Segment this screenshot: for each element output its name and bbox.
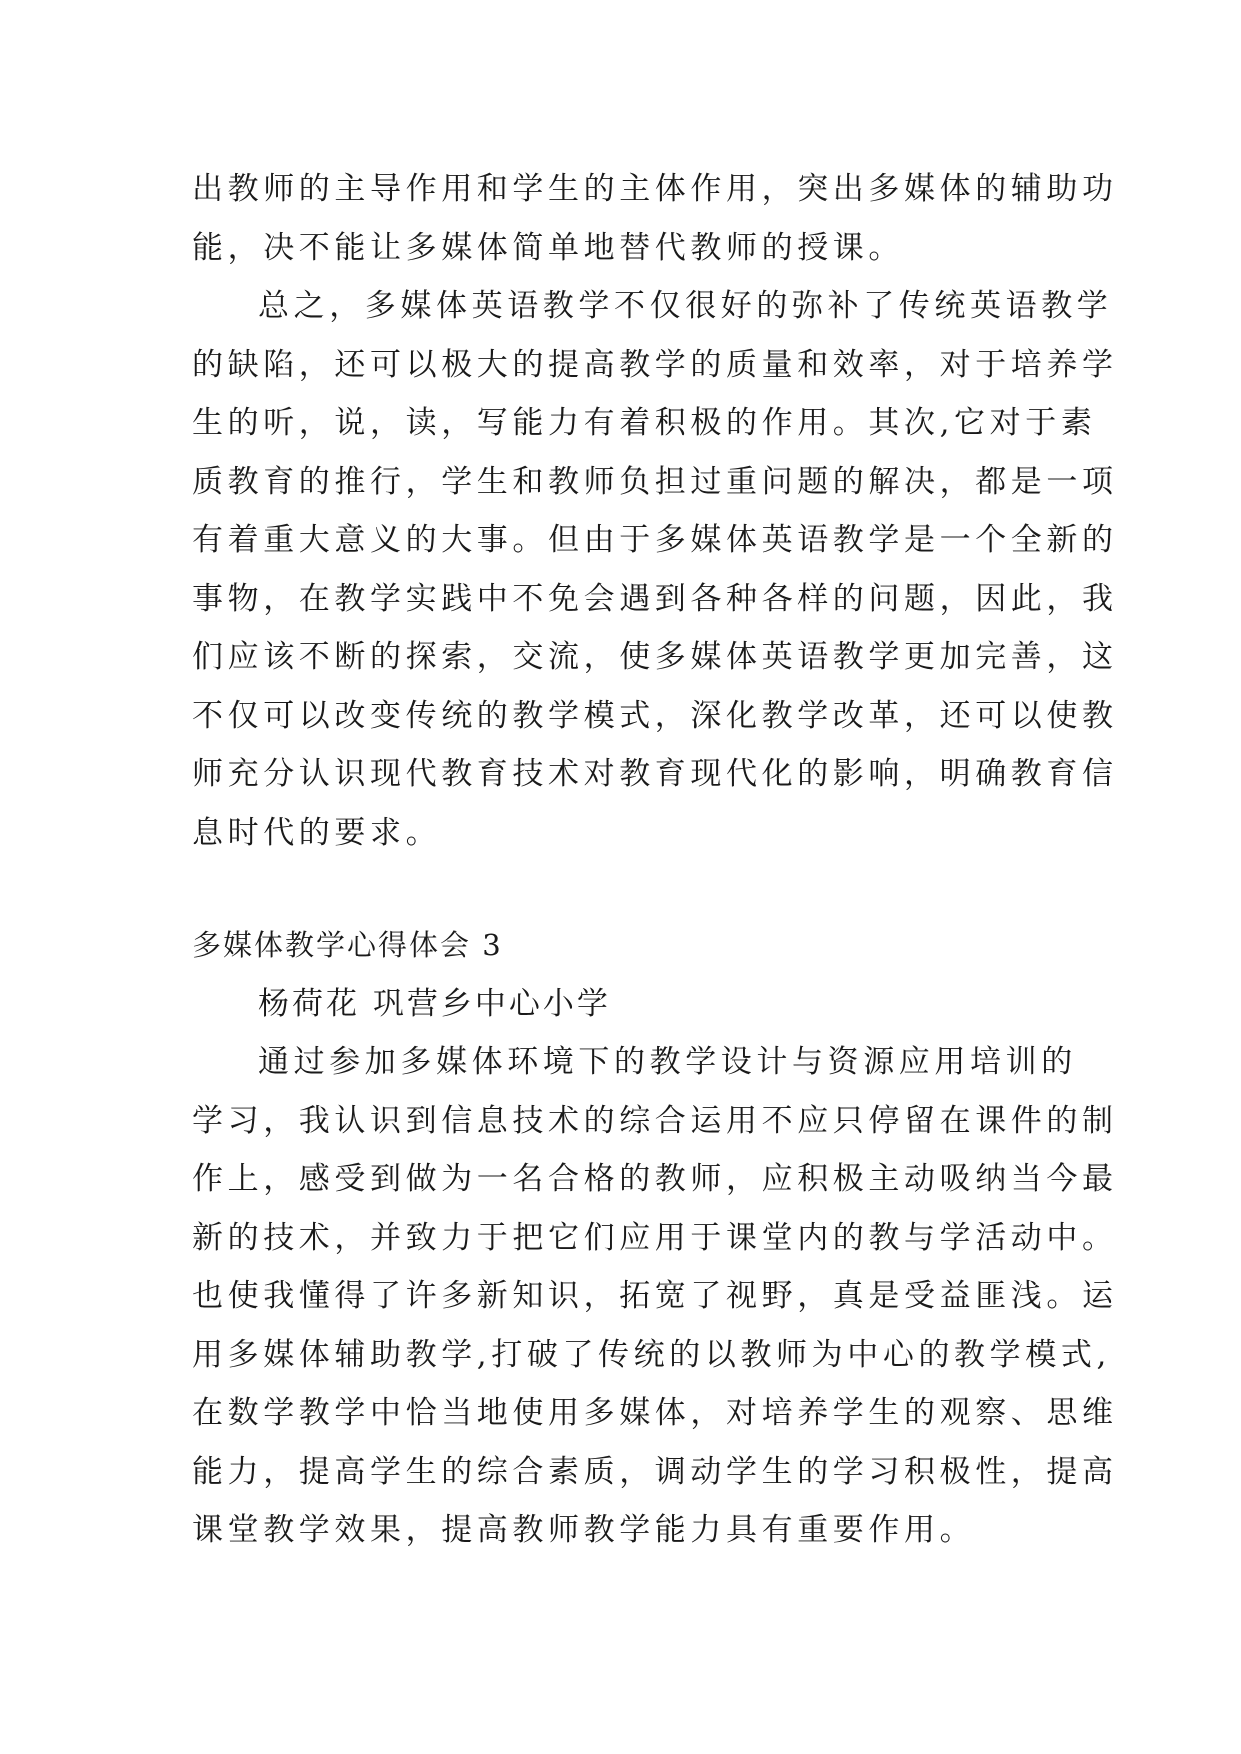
paragraph-line: 用多媒体辅助教学,打破了传统的以教师为中心的教学模式, — [192, 1336, 1111, 1373]
paragraph-line: 新的技术，并致力于把它们应用于课堂内的教与学活动中。 — [192, 1219, 1118, 1256]
paragraph-1 — [192, 160, 1118, 277]
paragraph-line: 总之，多媒体英语教学不仅很好的弥补了传统英语教学 — [258, 288, 1113, 324]
paragraph-line: 能力，提高学生的综合素质，调动学生的学习积极性，提高 — [192, 1453, 1118, 1490]
paragraph-line: 事物，在教学实践中不免会遇到各种各样的问题，因此，我 — [192, 580, 1118, 617]
paragraph-2 — [192, 277, 1118, 862]
section-spacer — [192, 862, 1052, 916]
author-byline: 杨荷花 巩营乡中心小学 — [258, 985, 611, 1022]
paragraph-line: 出教师的主导作用和学生的主体作用，突出多媒体的辅助功 — [192, 171, 1118, 207]
paragraph-line: 作上，感受到做为一名合格的教师，应积极主动吸纳当今最 — [192, 1161, 1118, 1197]
document-page — [192, 160, 1118, 1560]
paragraph-line: 的缺陷，还可以极大的提高教学的质量和效率，对于培养学 — [192, 346, 1118, 383]
paragraph-line: 不仅可以改变传统的教学模式，深化教学改革，还可以使教 — [192, 697, 1118, 734]
paragraph-line: 也使我懂得了许多新知识，拓宽了视野，真是受益匪浅。运 — [192, 1278, 1118, 1314]
paragraph-line: 通过参加多媒体环境下的教学设计与资源应用培训的 — [258, 1044, 1077, 1080]
paragraph-line: 学习，我认识到信息技术的综合运用不应只停留在课件的制 — [192, 1102, 1118, 1139]
paragraph-line: 生的听，说，读，写能力有着积极的作用。其次,它对于素 — [192, 405, 1097, 441]
paragraph-line: 能，决不能让多媒体简单地替代教师的授课。 — [192, 229, 904, 266]
paragraph-3 — [192, 1033, 1118, 1560]
paragraph-line: 息时代的要求。 — [192, 814, 442, 851]
paragraph-line: 质教育的推行，学生和教师负担过重问题的解决，都是一项 — [192, 463, 1118, 500]
paragraph-line: 们应该不断的探索，交流，使多媒体英语教学更加完善，这 — [192, 639, 1118, 675]
paragraph-line: 师充分认识现代教育技术对教育现代化的影响，明确教育信 — [192, 756, 1118, 792]
section-title: 多媒体教学心得体会 3 — [192, 928, 503, 962]
paragraph-line: 课堂教学效果，提高教师教学能力具有重要作用。 — [192, 1512, 976, 1548]
paragraph-line: 有着重大意义的大事。但由于多媒体英语教学是一个全新的 — [192, 522, 1118, 558]
paragraph-line: 在数学教学中恰当地使用多媒体，对培养学生的观察、思维 — [192, 1395, 1118, 1431]
